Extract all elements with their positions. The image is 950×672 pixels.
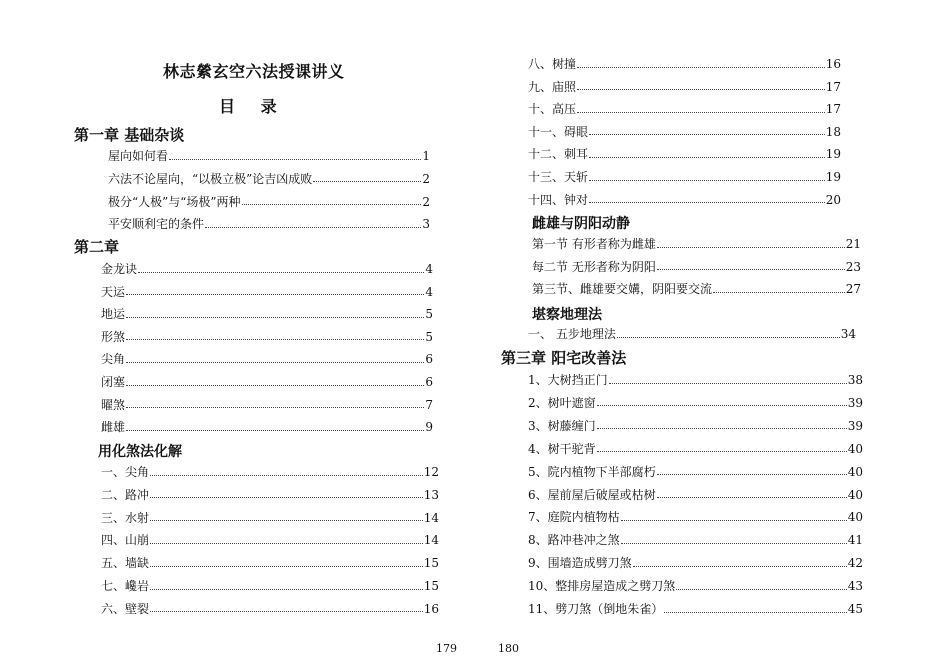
toc-entry-label: 10、整排房屋造成之劈刀煞 [528,579,676,594]
dot-leader [577,57,825,68]
toc-entry-page: 15 [423,556,439,571]
toc-entry-label: 屋向如何看 [108,149,169,163]
toc-entry-label: 十一、碍眼 [528,124,589,139]
dot-leader [150,533,423,544]
dot-leader [577,79,825,90]
toc-entry-page: 27 [845,282,861,297]
dot-leader [126,352,424,363]
toc-entry-page: 4 [425,262,433,276]
toc-entry-page: 40 [847,510,863,525]
dot-leader [150,465,423,476]
dot-leader [597,441,847,452]
toc-entry [528,417,863,435]
toc-entry-page: 45 [847,602,863,616]
dot-leader [205,217,421,228]
toc-entry-page: 17 [825,79,841,94]
toc-entry-label: 7、庭院内植物枯 [528,510,620,525]
dot-leader [577,102,825,113]
toc-entry-page: 18 [825,124,841,139]
toc-entry-label: 极分“人极”与“场极”两种 [108,194,241,209]
toc-entry [532,280,861,298]
toc-entry-page: 4 [425,284,433,299]
toc-entry-label: 9、围墙造成劈刀煞 [528,556,632,571]
toc-entry-label: 六、壁裂 [101,601,150,616]
document-title: 林志縈玄空六法授课讲义 [163,62,345,81]
dot-leader [589,170,825,181]
toc-entry-label: 4、树干驼背 [528,441,596,456]
toc-entry [528,577,863,595]
toc-entry-page: 34 [840,327,856,341]
toc-entry-page: 14 [423,510,439,525]
toc-entry-label: 十二、刺耳 [528,147,589,162]
toc-entry [528,508,863,526]
toc-entry [528,486,863,504]
toc-entry [528,100,841,118]
dot-leader [150,556,423,567]
dot-leader [664,602,846,613]
toc-entry [528,168,841,186]
toc-entry-page: 7 [425,397,433,412]
toc-entry-label: 第一节 有形者称为雌雄 [532,237,656,251]
toc-entry-page: 41 [847,533,863,548]
toc-entry [101,283,433,301]
toc-entry-label: 11、劈刀煞（倒地朱雀） [528,602,664,616]
toc-entry [108,170,430,188]
toc-entry [108,147,430,165]
toc-entry-label: 第三节、雌雄要交媾，阴阳要交流 [532,282,713,297]
dot-leader [126,375,424,386]
chapter-1-heading: 第一章 基础杂谈 [74,126,185,144]
toc-entry-label: 地运 [101,307,126,322]
toc-entry [528,191,841,209]
toc-entry-page: 40 [847,441,863,456]
dot-leader [609,373,847,384]
dot-leader [713,282,845,293]
toc-entry-page: 12 [423,465,439,479]
toc-entry [528,371,863,389]
dot-leader [126,307,424,318]
toc-entry-page: 21 [845,237,861,251]
toc-heading: 目 录 [219,97,287,116]
toc-entry-label: 六法不论屋向，“以极立极”论吉凶成败 [108,171,313,186]
section-kancha-heading: 堪察地理法 [532,307,602,323]
toc-entry [101,328,433,346]
dot-leader [657,464,847,475]
toc-entry [528,325,856,343]
toc-entry [528,123,841,141]
toc-entry-label: 天运 [101,284,126,299]
toc-entry-page: 42 [847,556,863,571]
toc-entry-label: 尖角 [101,352,126,367]
toc-entry [108,193,430,211]
toc-entry [101,396,433,414]
dot-leader [597,395,847,406]
toc-entry [101,554,439,572]
toc-entry [101,373,433,391]
toc-entry [101,418,433,436]
toc-entry-label: 金龙诀 [101,262,138,276]
page-number-left: 179 [436,642,457,655]
dot-leader [589,147,825,158]
dot-leader [633,556,847,567]
chapter-3-heading: 第三章 阳宅改善法 [501,349,627,367]
toc-entry-page: 19 [825,170,841,184]
toc-entry-page: 6 [425,375,433,389]
toc-entry-label: 8、路冲巷冲之煞 [528,533,620,548]
toc-entry-page: 43 [847,579,863,594]
dot-leader [138,262,424,273]
toc-entry-label: 七、巉岩 [101,579,150,593]
toc-entry-label: 形煞 [101,329,126,344]
toc-entry [532,258,861,276]
toc-entry-label: 2、树叶遮窗 [528,395,596,410]
dot-leader [617,327,840,338]
toc-entry [528,463,863,481]
dot-leader [621,510,847,521]
toc-entry-page: 16 [423,601,439,616]
toc-entry-page: 38 [847,373,863,387]
toc-entry [101,486,439,504]
dot-leader [150,487,423,498]
toc-entry-page: 23 [845,259,861,274]
toc-entry-page: 14 [423,533,439,548]
dot-leader [597,418,847,429]
toc-entry-page: 40 [847,487,863,502]
dot-leader [150,510,423,521]
toc-entry-label: 闭塞 [101,375,126,389]
toc-entry-label: 四、山崩 [101,533,150,548]
toc-entry [101,577,439,595]
dot-leader [657,237,845,248]
toc-entry [528,145,841,163]
toc-entry-page: 2 [422,194,430,209]
toc-entry-label: 6、屋前屋后破屋或枯树 [528,487,656,502]
toc-entry [101,463,439,481]
dot-leader [126,329,424,340]
toc-entry-page: 1 [422,149,430,163]
toc-entry [101,260,433,278]
toc-entry-label: 雌雄 [101,420,126,435]
dot-leader [657,487,847,498]
toc-entry-label: 五、墙缺 [101,556,150,571]
dot-leader [126,397,424,408]
toc-entry [528,554,863,572]
toc-entry-label: 曜煞 [101,397,126,412]
toc-entry-page: 13 [423,487,439,502]
toc-entry [101,509,439,527]
toc-entry-label: 十四、钟对 [528,192,589,207]
toc-entry [101,350,433,368]
dot-leader [150,601,423,612]
toc-entry-page: 39 [847,395,863,410]
toc-entry-page: 2 [422,171,430,186]
dot-leader [242,194,422,205]
toc-entry-label: 十三、天斩 [528,170,589,184]
toc-entry-label: 十、高压 [528,102,577,117]
toc-entry-page: 39 [847,418,863,433]
chapter-2-heading: 第二章 [74,238,120,256]
toc-entry-page: 15 [423,579,439,593]
toc-entry-page: 16 [825,57,841,71]
toc-entry-page: 17 [825,102,841,117]
toc-entry-page: 3 [422,217,430,232]
dot-leader [150,579,423,590]
toc-entry-label: 5、院内植物下半部腐朽 [528,464,656,479]
toc-entry-page: 19 [825,147,841,162]
section-huasha-heading: 用化煞法化解 [98,444,182,460]
toc-entry-label: 一、 五步地理法 [528,327,616,341]
toc-entry-label: 二、路冲 [101,487,150,502]
toc-entry [532,235,861,253]
dot-leader [589,192,825,203]
section-cixiong-heading: 雌雄与阴阳动静 [532,216,630,232]
toc-entry [528,600,863,618]
toc-entry [528,78,841,96]
toc-entry [108,215,430,233]
toc-entry-page: 5 [425,307,433,322]
toc-entry [528,531,863,549]
dot-leader [676,579,846,590]
toc-entry-page: 40 [847,464,863,479]
toc-entry [528,55,841,73]
toc-entry-label: 八、树撞 [528,57,577,71]
toc-entry [528,440,863,458]
dot-leader [589,124,825,135]
toc-entry-label: 每二节 无形者称为阴阳 [532,259,656,274]
toc-entry-page: 9 [425,420,433,435]
toc-entry-label: 三、水射 [101,510,150,525]
toc-entry-page: 5 [425,329,433,344]
dot-leader [313,171,421,182]
right-page [475,0,950,672]
dot-leader [657,259,845,270]
dot-leader [169,149,421,160]
toc-entry-page: 20 [825,192,841,207]
toc-entry [101,600,439,618]
toc-entry-label: 一、尖角 [101,465,150,479]
toc-entry-label: 1、大树挡正门 [528,373,608,387]
dot-leader [621,533,847,544]
toc-entry-label: 3、树藤缠门 [528,418,596,433]
page-number-right: 180 [498,642,519,655]
toc-entry-label: 九、庙照 [528,79,577,94]
toc-entry [101,305,433,323]
toc-entry-label: 平安顺利宅的条件 [108,217,205,232]
dot-leader [126,284,424,295]
toc-entry [101,531,439,549]
toc-entry [528,394,863,412]
toc-entry-page: 6 [425,352,433,367]
dot-leader [126,420,424,431]
